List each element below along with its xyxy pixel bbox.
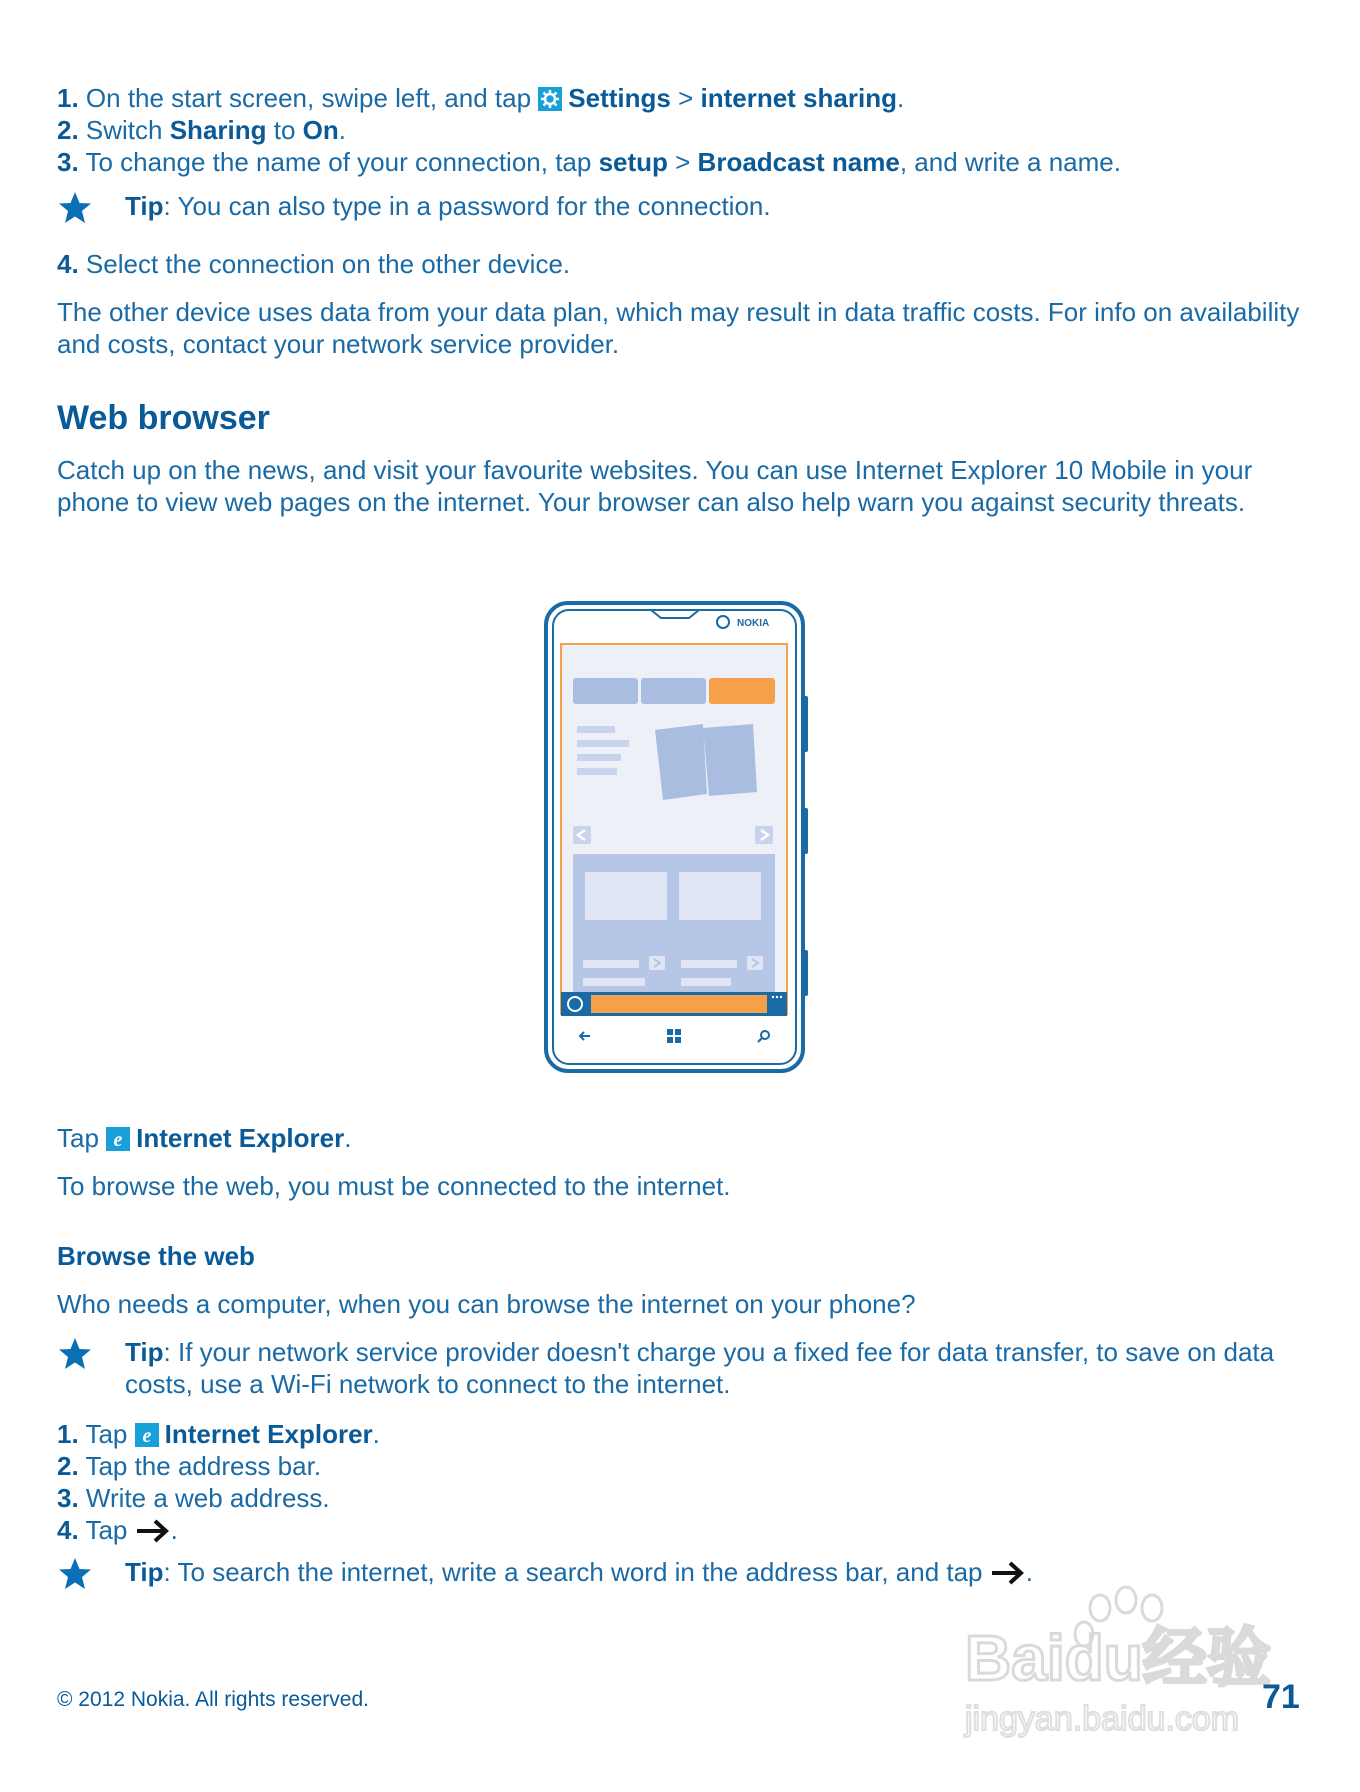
star-icon xyxy=(57,1336,93,1372)
step-1: 1. On the start screen, swipe left, and tap Settings > internet sharing. xyxy=(57,83,905,113)
svg-text:e: e xyxy=(113,1129,123,1151)
section-heading-web-browser: Web browser xyxy=(57,399,270,437)
internet-explorer-icon xyxy=(135,1423,159,1447)
settings-icon xyxy=(538,87,562,111)
web-browser-intro: Catch up on the news, and visit your favourite websites. You can use Internet Explorer 10 Mobile in your phone to view web pages on the internet. Your browser can also help warn you against security threats. xyxy=(57,455,1253,517)
phone-brand: NOKIA xyxy=(737,618,770,629)
arrow-right-icon xyxy=(135,1518,171,1544)
baidu-watermark xyxy=(960,1580,1280,1750)
phone-illustration xyxy=(543,600,809,1074)
step-4: 4. Select the connection on the other device. xyxy=(57,249,571,279)
tap-internet-explorer: Tap e Internet Explorer. xyxy=(57,1123,352,1153)
connected-note: To browse the web, you must be connected to the internet. xyxy=(57,1171,731,1201)
browse-step-2: 2. Tap the address bar. xyxy=(57,1451,322,1481)
browse-intro: Who needs a computer, when you can browse the internet on your phone? xyxy=(57,1289,916,1319)
svg-text:e: e xyxy=(142,1425,152,1447)
subheading-browse-the-web: Browse the web xyxy=(57,1241,255,1271)
data-costs-paragraph: The other device uses data from your data plan, which may result in data traffic costs. For info on availability and costs, contact your network service provider. xyxy=(57,297,1300,359)
browse-step-3: 3. Write a web address. xyxy=(57,1483,330,1513)
star-icon xyxy=(57,1556,93,1592)
footer-copyright: © 2012 Nokia. All rights reserved. xyxy=(57,1688,369,1711)
step-3: 3. To change the name of your connection, tap setup > Broadcast name, and write a name. xyxy=(57,147,1121,177)
watermark-logo: Baidu经验 xyxy=(965,1622,1271,1694)
browse-step-4: 4. Tap . xyxy=(57,1515,178,1545)
tip-search: Tip: To search the internet, write a search word in the address bar, and tap . xyxy=(57,1556,1307,1596)
watermark-url: jingyan.baidu.com xyxy=(965,1700,1240,1738)
step-2: 2. Switch Sharing to On. xyxy=(57,115,346,145)
browse-step-1: 1. Tap e Internet Explorer. xyxy=(57,1419,380,1449)
page-number: 71 xyxy=(1262,1678,1300,1716)
internet-explorer-icon xyxy=(106,1127,130,1151)
tip-password: Tip: You can also type in a password for the connection. xyxy=(57,190,1307,230)
star-icon xyxy=(57,190,93,226)
tip-wifi: Tip: If your network service provider doesn't charge you a fixed fee for data transfer, to save on data costs, use a Wi-Fi network to connect to the internet. xyxy=(57,1336,1307,1402)
